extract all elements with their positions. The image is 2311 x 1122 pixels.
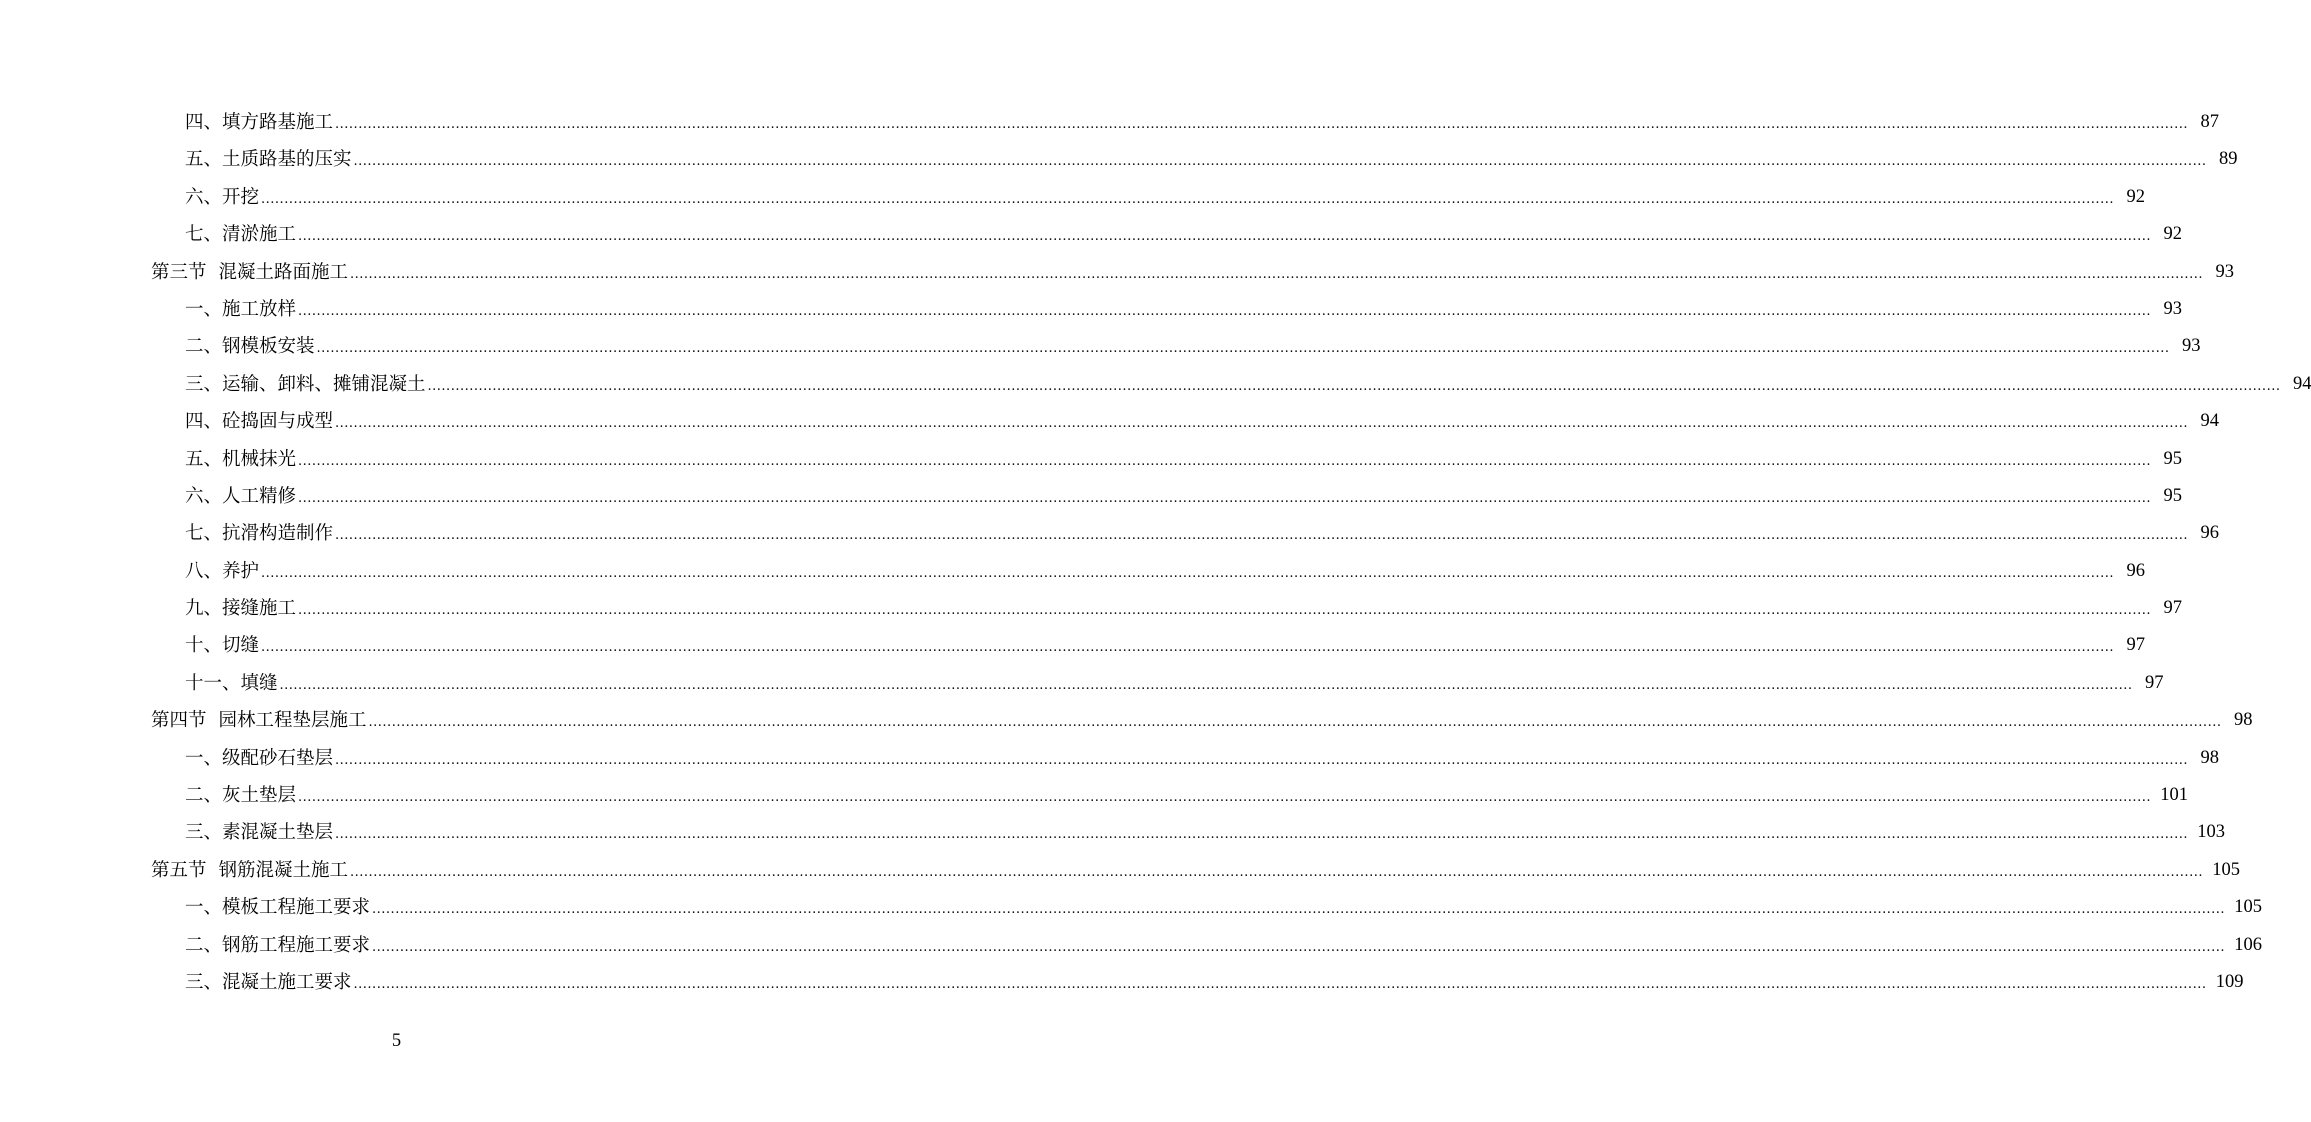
toc-subsection-entry[interactable]: [0, 104, 2219, 141]
toc-entry-title: 施工放样: [222, 298, 297, 320]
toc-entry-page-number: 103: [2197, 822, 2225, 843]
toc-entry-page-number: 105: [2234, 897, 2262, 918]
toc-entry-title: 模板工程施工要求: [222, 897, 371, 919]
toc-entry-page-number: 97: [2144, 672, 2164, 693]
toc-entry-page-number: 92: [2126, 186, 2145, 207]
toc-entry-title: 砼捣固与成型: [222, 411, 334, 433]
toc-entry-label: [185, 104, 335, 141]
toc-entry-title: 土质路基的压实: [222, 149, 352, 171]
toc-subsection-entry[interactable]: [0, 441, 2182, 478]
toc-entry-label: [185, 328, 317, 365]
toc-dot-leader: ................................................................................................................................................................................................................................................................................................................................................................................................................: [335, 117, 2188, 132]
toc-entry-number: 二、: [185, 934, 223, 956]
toc-entry-page-number: 95: [2163, 448, 2182, 469]
toc-subsection-entry[interactable]: [0, 141, 2238, 178]
toc-entry-number: 五、: [185, 448, 223, 470]
toc-entry-page-number: 97: [2126, 635, 2145, 656]
toc-entry-page-number: 87: [2200, 112, 2219, 132]
toc-entry-number: 三、: [185, 971, 223, 993]
toc-entry-page-number: 89: [2218, 149, 2238, 170]
toc-entry-page-number: 98: [2233, 710, 2253, 731]
toc-entry-label: [151, 852, 350, 889]
toc-entry-page-number: 96: [2126, 560, 2145, 581]
toc-dot-leader: ................................................................................................................................................................................................................................................................................................................................................................................................................: [298, 603, 2151, 619]
toc-dot-leader: ................................................................................................................................................................................................................................................................................................................................................................................................................: [298, 303, 2151, 319]
toc-dot-leader: ................................................................................................................................................................................................................................................................................................................................................................................................................: [335, 752, 2188, 768]
toc-section-entry[interactable]: [0, 702, 2253, 739]
toc-entry-title: 填缝: [240, 672, 278, 694]
toc-entry-number: 四、: [185, 112, 223, 133]
toc-entry-label: [185, 964, 354, 1001]
toc-entry-title: 素混凝土垫层: [222, 822, 334, 844]
toc-dot-leader: ................................................................................................................................................................................................................................................................................................................................................................................................................: [335, 827, 2188, 843]
toc-entry-page-number: 93: [2181, 336, 2201, 357]
toc-entry-title: 灰土垫层: [222, 785, 297, 807]
toc-subsection-entry[interactable]: [0, 814, 2225, 851]
toc-subsection-entry[interactable]: [0, 627, 2145, 664]
toc-entry-label: [185, 740, 335, 777]
toc-entry-number: 三、: [185, 373, 223, 395]
toc-entry-page-number: 96: [2200, 523, 2219, 544]
toc-entry-label: [185, 927, 372, 964]
toc-dot-leader: ................................................................................................................................................................................................................................................................................................................................................................................................................: [316, 341, 2170, 357]
toc-entry-number: 八、: [185, 560, 223, 582]
toc-entry-label: [185, 814, 335, 851]
toc-entry-title: 园林工程垫层施工: [218, 710, 367, 732]
toc-entry-number: 十、: [185, 635, 223, 657]
toc-subsection-entry[interactable]: [0, 740, 2219, 777]
toc-dot-leader: ................................................................................................................................................................................................................................................................................................................................................................................................................: [350, 864, 2203, 880]
toc-entry-number: 四、: [185, 411, 223, 433]
toc-subsection-entry[interactable]: [0, 366, 2311, 403]
toc-dot-leader: ................................................................................................................................................................................................................................................................................................................................................................................................................: [350, 266, 2203, 282]
toc-entry-label: [185, 553, 261, 590]
toc-entry-title: 钢筋混凝土施工: [218, 859, 349, 881]
toc-entry-label: [185, 889, 372, 926]
toc-entry-title: 清淤施工: [222, 224, 297, 246]
toc-entry-number: 五、: [185, 149, 223, 171]
toc-entry-title: 接缝施工: [222, 598, 297, 620]
toc-subsection-entry[interactable]: [0, 964, 2244, 1001]
toc-entry-number: 一、: [185, 747, 223, 769]
toc-subsection-entry[interactable]: [0, 927, 2262, 964]
toc-entry-label: [185, 141, 354, 178]
toc-entry-number: 二、: [185, 336, 223, 358]
toc-dot-leader: ................................................................................................................................................................................................................................................................................................................................................................................................................: [353, 154, 2207, 170]
toc-entry-number: 六、: [185, 186, 223, 208]
toc-entry-number: 第四节: [151, 710, 207, 732]
toc-dot-leader: ................................................................................................................................................................................................................................................................................................................................................................................................................: [298, 453, 2151, 469]
toc-subsection-entry[interactable]: [0, 216, 2182, 253]
toc-entry-title: 养护: [222, 560, 260, 582]
toc-dot-leader: ................................................................................................................................................................................................................................................................................................................................................................................................................: [372, 939, 2225, 955]
toc-entry-label: [151, 702, 369, 739]
toc-entry-label: [185, 179, 261, 216]
toc-entry-page-number: 93: [2215, 261, 2234, 282]
toc-entry-number: 第三节: [151, 261, 207, 283]
toc-entry-page-number: 92: [2163, 224, 2182, 245]
toc-dot-leader: ................................................................................................................................................................................................................................................................................................................................................................................................................: [261, 640, 2114, 656]
toc-dot-leader: ................................................................................................................................................................................................................................................................................................................................................................................................................: [335, 528, 2188, 544]
toc-entry-title: 钢筋工程施工要求: [222, 934, 371, 956]
toc-entry-label: [185, 478, 298, 515]
toc-entry-label: [185, 403, 335, 440]
toc-dot-leader: ................................................................................................................................................................................................................................................................................................................................................................................................................: [298, 790, 2151, 806]
toc-entry-number: 二、: [185, 785, 223, 807]
toc-entry-page-number: 94: [2292, 373, 2311, 394]
toc-entry-label: [185, 216, 298, 253]
toc-entry-page-number: 109: [2215, 971, 2244, 992]
toc-section-entry[interactable]: [0, 852, 2240, 889]
toc-entry-title: 混凝土路面施工: [218, 261, 349, 283]
toc-subsection-entry[interactable]: [0, 478, 2182, 515]
toc-entry-number: 第五节: [151, 859, 207, 881]
toc-subsection-entry[interactable]: [0, 777, 2188, 814]
toc-subsection-entry[interactable]: [0, 179, 2145, 216]
toc-entry-page-number: 94: [2200, 411, 2219, 432]
toc-subsection-entry[interactable]: [0, 665, 2164, 702]
toc-entry-title: 切缝: [222, 635, 260, 657]
toc-entry-label: [185, 627, 261, 664]
toc-entry-page-number: 101: [2160, 785, 2188, 806]
toc-dot-leader: ................................................................................................................................................................................................................................................................................................................................................................................................................: [298, 229, 2151, 245]
toc-subsection-entry[interactable]: [0, 889, 2262, 926]
toc-subsection-entry[interactable]: [0, 515, 2219, 552]
toc-entry-number: 十一、: [185, 672, 241, 694]
toc-entry-number: 六、: [185, 485, 223, 507]
toc-entry-label: [185, 665, 280, 702]
toc-subsection-entry[interactable]: [0, 328, 2201, 365]
toc-entry-label: [185, 515, 335, 552]
toc-entry-title: 抗滑构造制作: [222, 523, 334, 545]
toc-dot-leader: ................................................................................................................................................................................................................................................................................................................................................................................................................: [368, 715, 2222, 731]
toc-entry-title: 开挖: [222, 186, 260, 208]
toc-entry-page-number: 106: [2234, 934, 2262, 955]
toc-entry-title: 钢模板安装: [222, 336, 315, 358]
toc-dot-leader: ................................................................................................................................................................................................................................................................................................................................................................................................................: [353, 976, 2207, 992]
toc-entry-number: 三、: [185, 822, 223, 844]
toc-entry-number: 七、: [185, 523, 223, 545]
toc-dot-leader: ................................................................................................................................................................................................................................................................................................................................................................................................................: [372, 902, 2225, 918]
toc-entry-number: 九、: [185, 598, 223, 620]
toc-entry-number: 一、: [185, 897, 223, 919]
toc-dot-leader: ................................................................................................................................................................................................................................................................................................................................................................................................................: [298, 490, 2151, 506]
toc-subsection-entry[interactable]: [0, 291, 2182, 328]
toc-entry-title: 级配砂石垫层: [222, 747, 334, 769]
toc-dot-leader: ................................................................................................................................................................................................................................................................................................................................................................................................................: [261, 191, 2114, 207]
toc-entry-label: [185, 441, 298, 478]
toc-entry-page-number: 95: [2163, 485, 2182, 506]
toc-entry-page-number: 98: [2200, 747, 2219, 768]
toc-entry-page-number: 97: [2163, 598, 2182, 619]
toc-dot-leader: ................................................................................................................................................................................................................................................................................................................................................................................................................: [261, 565, 2114, 581]
toc-subsection-entry[interactable]: [0, 590, 2182, 627]
toc-entry-title: 人工精修: [222, 485, 297, 507]
toc-entry-page-number: 93: [2163, 298, 2182, 319]
toc-entry-title: 机械抹光: [222, 448, 297, 470]
page-number: 5: [391, 1031, 402, 1051]
toc-entry-label: [185, 291, 298, 328]
toc-entry-label: [185, 777, 298, 814]
toc-entry-title: 混凝土施工要求: [222, 971, 352, 993]
toc-subsection-entry[interactable]: [0, 403, 2219, 440]
toc-entry-label: [185, 366, 428, 403]
toc-entry-number: 七、: [185, 224, 223, 246]
toc-entry-title: 填方路基施工: [222, 112, 334, 133]
toc-dot-leader: ................................................................................................................................................................................................................................................................................................................................................................................................................: [279, 677, 2133, 693]
toc-entry-page-number: 105: [2212, 859, 2240, 880]
toc-entry-number: 一、: [185, 298, 223, 320]
toc-entry-label: [151, 254, 350, 291]
toc-entry-label: [185, 590, 298, 627]
table-of-contents: [0, 104, 2311, 1001]
toc-dot-leader: ................................................................................................................................................................................................................................................................................................................................................................................................................: [335, 416, 2188, 432]
toc-section-entry[interactable]: [0, 254, 2234, 291]
toc-subsection-entry[interactable]: [0, 553, 2145, 590]
toc-entry-title: 运输、卸料、摊铺混凝土: [222, 373, 426, 395]
toc-dot-leader: ................................................................................................................................................................................................................................................................................................................................................................................................................: [427, 378, 2281, 394]
